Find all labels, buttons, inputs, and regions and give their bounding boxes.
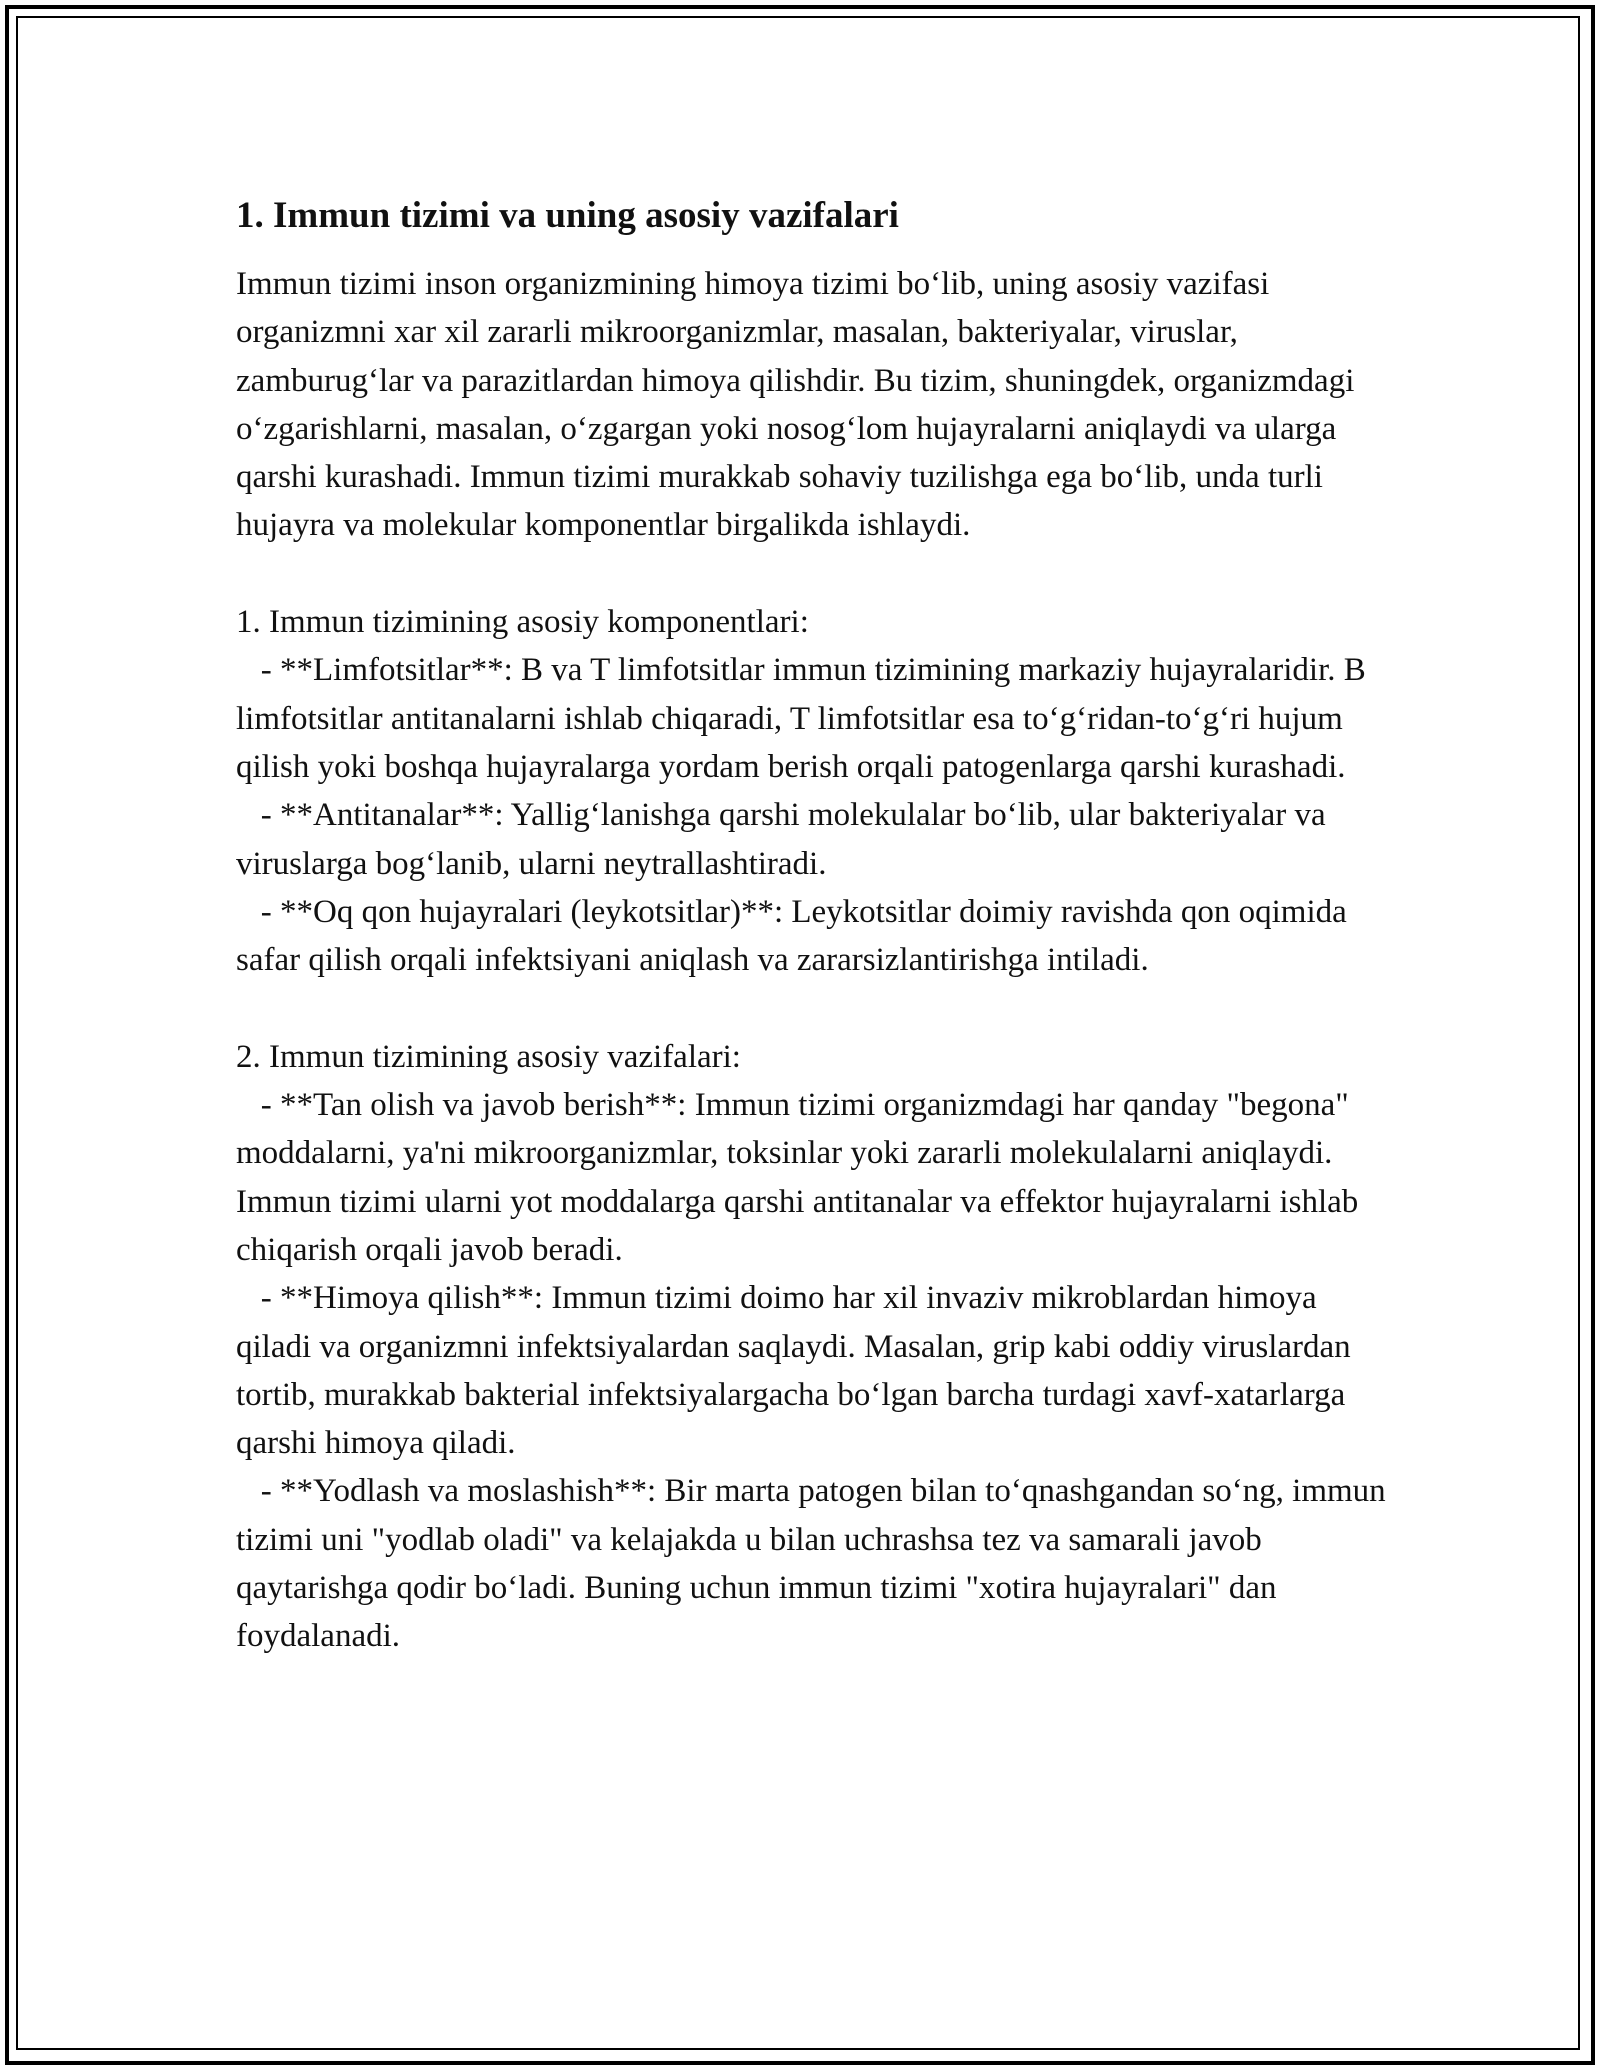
intro-paragraph: Immun tizimi inson organizmining himoya tizimi bo‘lib, uning asosiy vazifasi organizmni xar xil zararli mikroorganizmlar, masalan, bakteriyalar, viruslar, zamburug‘lar va parazitlardan himoya qilishdir. Bu tizim, shuningdek, organizmdagi o‘zgarishlarni, masalan, o‘zgargan yoki nosog‘lom hujayralarni aniqlaydi va ularga qarshi kurashadi. Immun tizimi murakkab sohaviy tuzilishga ega bo‘lib, unda turli hujayra va molekular komponentlar birgalikda ishlaydi. (236, 266, 1363, 544)
functions-section: 2. Immun tizimining asosiy vazifalari: - **Tan olish va javob berish**: Immun tizimi organizmdagi har qanday "begona" moddalarni, ya'ni mikroorganizmlar, toksinlar yoki zararli molekulalarni aniqlaydi. Immun tizimi ularni yot moddalarga qarshi antitanalar va effektor hujayralarni ishlab chiqarish orqali javob beradi. - **Himoya qilish**: Immun tizimi doimo har xil invaziv mikroblardan himoya qiladi va organizmni infektsiyalardan saqlaydi. Masalan, grip kabi oddiy viruslardan tortib, murakkab bakterial infektsiyalargacha bo‘lgan barcha turdagi xavf-xatarlarga qarshi himoya qiladi. - **Yodlash va moslashish**: Bir marta patogen bilan to‘qnashgandan so‘ng, immun tizimi uni "yodlab oladi" va kelajakda u bilan uchrashsa tez va samarali javob qaytarishga qodir bo‘ladi. Buning uchun immun tizimi "xotira hujayralari" dan foydalanadi. (236, 1038, 1386, 1655)
paragraph-spacer (236, 550, 1386, 598)
paragraph-spacer (236, 984, 1386, 1032)
components-section: 1. Immun tizimining asosiy komponentlari: - **Limfotsitlar**: B va T limfotsitlar immun tizimining markaziy hujayralaridir. B limfotsitlar antitanalarni ishlab chiqaradi, T limfotsitlar esa to‘g‘ridan-to‘g‘ri hujum qilish yoki boshqa hujayralarga yordam berish orqali patogenlarga qarshi kurashadi. - **Antitanalar**: Yallig‘lanishga qarshi molekulalar bo‘lib, ular bakteriyalar va viruslarga bog‘lanib, ularni neytrallashtiradi. - **Oq qon hujayralari (leykotsitlar)**: Leykotsitlar doimiy ravishda qon oqimida safar qilish orqali infektsiyani aniqlash va zararsizlantirishga intiladi. (236, 604, 1366, 979)
section-heading: 1. Immun tizimi va uning asosiy vazifalari (236, 195, 899, 236)
document-body (236, 188, 1386, 1661)
